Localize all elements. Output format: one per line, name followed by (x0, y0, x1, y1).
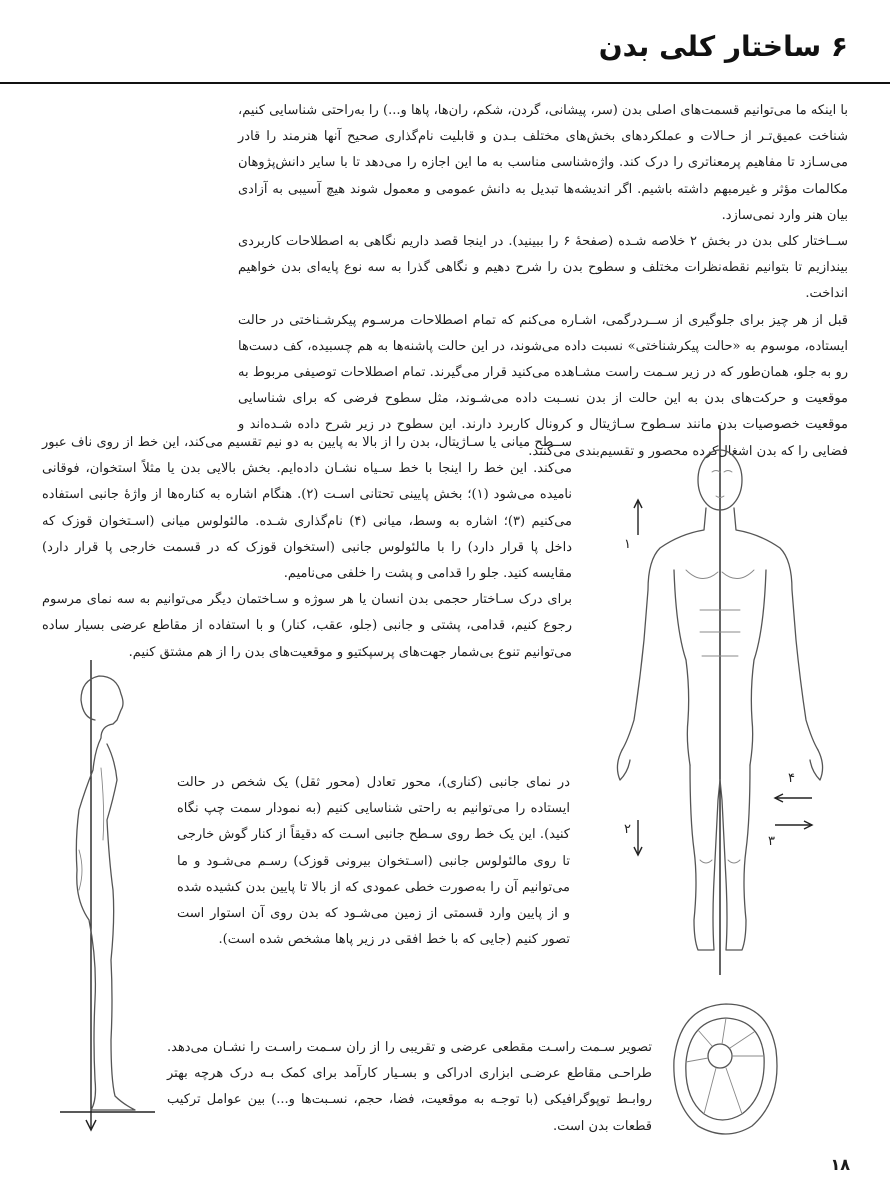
label-medial: ۴ (788, 771, 795, 786)
side-view-paragraph: در نمای جانبی (کناری)، محور تعادل (محور ثقل) یک شخص در حالت ایستاده را می‌توانیم به راحتی شناسایی کنیم (به نمودار سمت چپ نگاه کنید). این یک خط روی سـطح جانبی اسـت که دقیقاً از کنار گوش خارجی تا روی مالئولوس جانبی (اسـتخوان بیرونی قوزک) رسـم می‌شـود و ما می‌توانیم آن را به‌صورت خطی عمودی که از بالا تا پایین بدن کشیده شده و از پایین وارد قسمتی از زمین می‌شـود که بدن روی آن استوار است تصور کنیم (جایی که با خط افقی در زیر پاها مشخص شده است). (177, 775, 570, 948)
side-body-outline (76, 676, 135, 1110)
label-superior: ۱ (624, 537, 631, 552)
title-underline (0, 82, 890, 84)
page-title: ۶ ساختار کلی بدن (598, 30, 848, 63)
planes-text (42, 430, 572, 666)
cross-section-paragraph: تصویر سـمت راسـت مقطعی عرضی و تقریبی را از ران سـمت راسـت را نشـان می‌دهد. طراحـی مقاطع عرضـی ابزاری ادراکی و بسـیار کارآمد برای کمک بـه درک هرچه بهتر روابـط توپوگرافیکی (با توجـه به موقعیت، فضا، حجم، نسـبت‌ها و...) بین عوامل ترکیب قطعات بدن است. (167, 1040, 652, 1134)
planes-paragraph-1: ســطح میانی یا سـاژیتال، بدن را از بالا به پایین به دو نیم تقسیم می‌کند، این خط از روی ناف عبور می‌کند. این خط را اینجا با خط سـیاه نشـان داده‌ایم. بخش بالایی بدن یا مثلاً استخوان، فوقانی نامیده می‌شود (۱)؛ بخش پایینی تحتانی اسـت (۲). هنگام اشاره به کناره‌ها از واژهٔ جانبی استفاده می‌کنیم (۳)؛ اشاره به وسط، میانی (۴) نام‌گذاری شـده. مالئولوس میانی (اسـتخوان قوزک که داخل پا قرار دارد) را با مالئولوس جانبی (استخوان قوزک که در قسمت خارجی پا قرار دارد) مقایسه کنید. جلو را قدامی و پشت را خلفی می‌نامیم. (42, 435, 572, 582)
planes-paragraph-2: برای درک سـاختار حجمی بدن انسان یا هر سوژه و سـاختمان دیگر می‌توانیم به سه نمای مرسوم رجوع کنیم، قدامی، پشتی و جانبی (جلو، عقب، کنار) و با استفاده از مقاطع عرضی بسیار ساده می‌توانیم تنوع بی‌شمار جهت‌های پرسپکتیو و موقعیت‌های بدن را از هم مشتق کنیم. (42, 592, 572, 660)
label-lateral: ۳ (768, 834, 775, 849)
page-number: ۱۸ (830, 1155, 850, 1174)
thigh-cross-section-illustration (668, 1000, 784, 1142)
front-figure-illustration (590, 420, 840, 980)
femur-bone (708, 1044, 732, 1068)
intro-paragraph-1: با اینکه ما می‌توانیم قسمت‌های اصلی بدن (سر، پیشانی، گردن، شکم، ران‌ها، پاها و...) را به‌راحتی شناسایی کنیم، شناخت عمیق‌تـر از حـالات و عملکردهای بخش‌های مختلف بـدن و قابلیت نام‌گذاری صحیح آنها هنرمند را قادر می‌سـازد تا مفاهیم پرمعناتری را درک کند. واژه‌شناسی مناسب به ما این اجازه را می‌دهد تا با سایر دانش‌پژوهان مکالمات مؤثر و غیرمبهم داشته باشیم. اگر اندیشه‌ها تبدیل به دانش عمومی و معمول شوند هیچ آسیبی به آزادی بیان هنر وارد نمی‌سازد. (238, 103, 848, 223)
intro-paragraph-2: ســاختار کلی بدن در بخش ۲ خلاصه شـده (صفحهٔ ۶ را ببینید). در اینجا قصد داریم نگاهی به اصطلاحات کاربردی بیندازیم تا بتوانیم نقطه‌نظرات مختلف و سطوح بدن را شرح دهیم و نگاهی گذرا به سه نوع پایه‌ای بدن خواهیم انداخت. (238, 234, 848, 302)
cross-section-text (167, 1035, 652, 1140)
side-view-text (177, 770, 570, 953)
intro-paragraph-3: قبل از هر چیز برای جلوگیری از ســردرگمی، اشـاره می‌کنم که تمام اصطلاحات مرسـوم پیکر‌شـناختی در حالت ایستاده، موسوم به «حالت پیکرشناختی» نسبت داده می‌شوند، در این حالت پاشنه‌ها به هم چسبیده، کف دست‌ها رو به جلو، همان‌طور که در زیر سـمت راست مشـاهده می‌کنید قرار می‌گیرند. تمام اصطلاحات توصیفی مربوط به موقعیت و حرکت‌های بدن به این حالت از بدن نسـبت داده می‌شـوند، مثل سطوح فرضی که برای شناسایی موقعیت خصوصیات بدن مانند سـطوح سـاژیتال و کرونال کاربرد دارند. این سطوح در زیر شرح داده شـده‌اند و فضایی را که بدن اشغال‌کرده محصور و تقسیم‌بندی می‌کنند. (238, 312, 848, 459)
label-inferior: ۲ (624, 822, 631, 837)
intro-text (238, 98, 848, 465)
side-figure-illustration (55, 660, 165, 1140)
